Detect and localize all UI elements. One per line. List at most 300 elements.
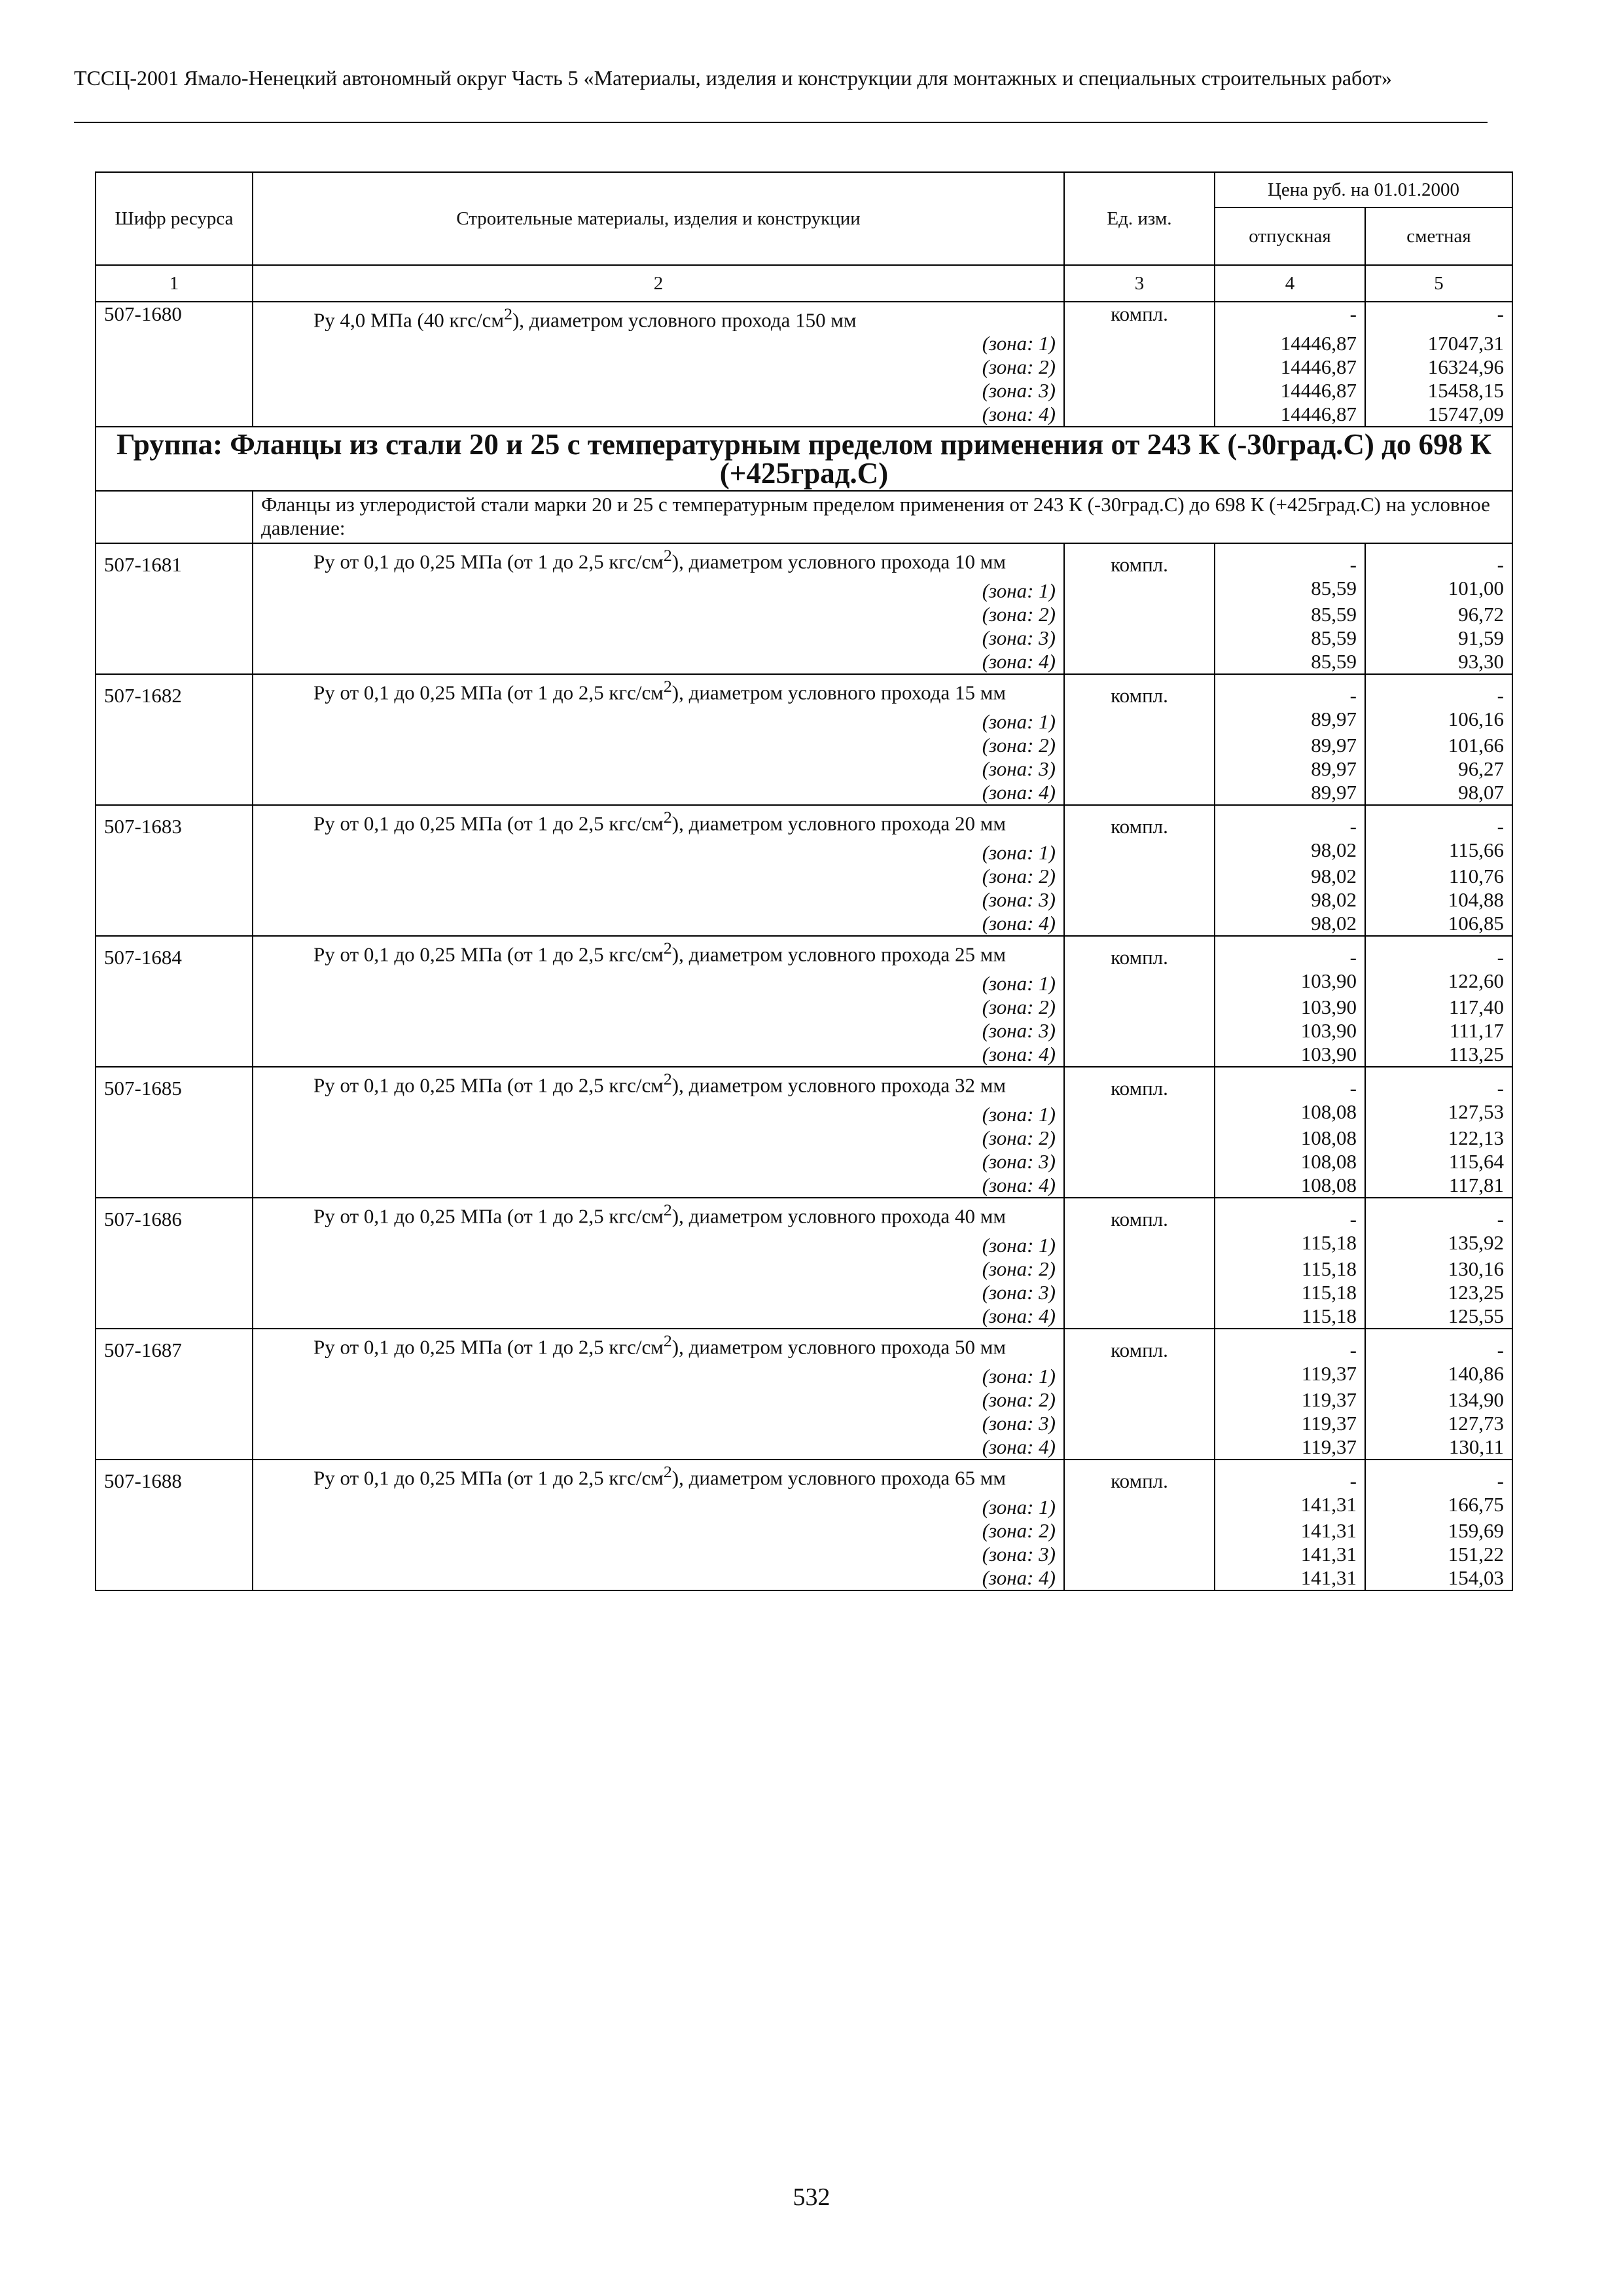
empty-cell — [1064, 1174, 1215, 1198]
zone-release-price: 115,18 — [1215, 1304, 1365, 1329]
zone-estimate-price: 106,85 — [1365, 912, 1512, 936]
zone-release-price: 141,31 — [1215, 1543, 1365, 1566]
zone-label: (зона: 1) — [253, 838, 1064, 865]
zone-release-price: 89,97 — [1215, 757, 1365, 781]
zone-row — [96, 1412, 1512, 1435]
superscript: 2 — [504, 304, 512, 323]
empty-cell — [1064, 757, 1215, 781]
description-text-rest: ), диаметром условного прохода 40 мм — [671, 1204, 1006, 1228]
zone-release-price: 89,97 — [1215, 708, 1365, 734]
zone-row — [96, 1174, 1512, 1198]
table-row — [96, 1067, 1512, 1100]
zone-estimate-price: 140,86 — [1365, 1362, 1512, 1388]
header-divider — [74, 122, 1488, 123]
zone-release-price: 14446,87 — [1215, 332, 1365, 355]
zone-row — [96, 996, 1512, 1019]
col-header-price: Цена руб. на 01.01.2000 — [1215, 172, 1512, 207]
description-text-rest: ), диаметром условного прохода 10 мм — [671, 550, 1006, 573]
zone-label: (зона: 4) — [253, 912, 1064, 936]
empty-cell — [1064, 1412, 1215, 1435]
estimate-price: - — [1365, 1329, 1512, 1362]
zone-estimate-price: 113,25 — [1365, 1043, 1512, 1067]
zone-estimate-price: 127,73 — [1365, 1412, 1512, 1435]
empty-cell — [96, 1435, 253, 1460]
empty-cell — [1064, 1043, 1215, 1067]
zone-row — [96, 912, 1512, 936]
empty-cell — [1064, 332, 1215, 355]
zone-estimate-price: 96,72 — [1365, 603, 1512, 626]
empty-cell — [1064, 379, 1215, 403]
superscript: 2 — [663, 808, 672, 827]
unit-of-measure: компл. — [1064, 543, 1215, 577]
group-title: Группа: Фланцы из стали 20 и 25 с температурным пределом применения от 243 К (-30град.С) до 698 К (+425град.С) — [96, 427, 1512, 491]
zone-estimate-price: 130,16 — [1365, 1257, 1512, 1281]
zone-label: (зона: 4) — [253, 650, 1064, 674]
empty-cell — [1064, 888, 1215, 912]
zone-label: (зона: 2) — [253, 734, 1064, 757]
empty-cell — [1064, 1435, 1215, 1460]
description-text: Ру от 0,1 до 0,25 МПа (от 1 до 2,5 кгс/см — [313, 1073, 664, 1097]
description-text: Ру от 0,1 до 0,25 МПа (от 1 до 2,5 кгс/см — [313, 942, 664, 966]
zone-release-price: 108,08 — [1215, 1126, 1365, 1150]
zone-row — [96, 1281, 1512, 1304]
empty-cell — [96, 734, 253, 757]
resource-code: 507-1687 — [96, 1329, 253, 1362]
superscript: 2 — [663, 939, 672, 958]
zone-release-price: 103,90 — [1215, 1019, 1365, 1043]
empty-cell — [96, 1412, 253, 1435]
col-number: 2 — [253, 265, 1064, 302]
zone-estimate-price: 96,27 — [1365, 757, 1512, 781]
empty-cell — [96, 1566, 253, 1590]
col-header-code: Шифр ресурса — [96, 172, 253, 265]
zone-row — [96, 865, 1512, 888]
superscript: 2 — [663, 1069, 672, 1089]
empty-cell — [96, 1493, 253, 1519]
resource-code: 507-1688 — [96, 1460, 253, 1493]
empty-cell — [1064, 734, 1215, 757]
item-description — [253, 674, 1064, 708]
empty-cell — [96, 996, 253, 1019]
zone-release-price: 14446,87 — [1215, 403, 1365, 427]
zone-row — [96, 969, 1512, 996]
zone-estimate-price: 17047,31 — [1365, 332, 1512, 355]
empty-cell — [1064, 355, 1215, 379]
description-text: Ру от 0,1 до 0,25 МПа (от 1 до 2,5 кгс/см — [313, 812, 664, 835]
empty-cell — [96, 577, 253, 603]
item-description — [253, 1067, 1064, 1100]
zone-release-price: 119,37 — [1215, 1388, 1365, 1412]
zone-label: (зона: 3) — [253, 757, 1064, 781]
zone-label: (зона: 4) — [253, 1304, 1064, 1329]
zone-label: (зона: 3) — [253, 626, 1064, 650]
empty-cell — [96, 1257, 253, 1281]
unit-of-measure: компл. — [1064, 302, 1215, 332]
zone-row — [96, 355, 1512, 379]
empty-cell — [96, 1126, 253, 1150]
zone-estimate-price: 110,76 — [1365, 865, 1512, 888]
empty-cell — [96, 355, 253, 379]
zone-label: (зона: 2) — [253, 1126, 1064, 1150]
zone-estimate-price: 134,90 — [1365, 1388, 1512, 1412]
description-text: Ру от 0,1 до 0,25 МПа (от 1 до 2,5 кгс/см — [313, 550, 664, 573]
page-header: ТССЦ-2001 Ямало-Ненецкий автономный округ Часть 5 «Материалы, изделия и конструкции для монтажных и специальных строительных работ» — [74, 66, 1392, 90]
zone-estimate-price: 101,66 — [1365, 734, 1512, 757]
col-number: 3 — [1064, 265, 1215, 302]
item-description — [253, 936, 1064, 969]
zone-release-price: 85,59 — [1215, 626, 1365, 650]
empty-cell — [96, 1150, 253, 1174]
empty-cell — [1064, 1519, 1215, 1543]
description-text: Ру 4,0 МПа (40 кгс/см — [313, 308, 505, 332]
zone-label: (зона: 2) — [253, 1388, 1064, 1412]
zone-release-price: 119,37 — [1215, 1412, 1365, 1435]
zone-row — [96, 1043, 1512, 1067]
empty-cell — [96, 1281, 253, 1304]
release-price: - — [1215, 674, 1365, 708]
zone-estimate-price: 111,17 — [1365, 1019, 1512, 1043]
column-numbers-row — [96, 265, 1512, 302]
zone-label: (зона: 3) — [253, 1281, 1064, 1304]
zone-row — [96, 1435, 1512, 1460]
description-text: Ру от 0,1 до 0,25 МПа (от 1 до 2,5 кгс/см — [313, 1335, 664, 1359]
zone-row — [96, 1519, 1512, 1543]
item-description — [253, 543, 1064, 577]
zone-estimate-price: 130,11 — [1365, 1435, 1512, 1460]
empty-cell — [96, 1362, 253, 1388]
zone-row — [96, 403, 1512, 427]
zone-release-price: 115,18 — [1215, 1281, 1365, 1304]
zone-row — [96, 626, 1512, 650]
zone-row — [96, 1019, 1512, 1043]
unit-of-measure: компл. — [1064, 1460, 1215, 1493]
zone-estimate-price: 98,07 — [1365, 781, 1512, 805]
release-price: - — [1215, 1198, 1365, 1231]
zone-row — [96, 332, 1512, 355]
zone-release-price: 103,90 — [1215, 969, 1365, 996]
empty-cell — [1064, 1362, 1215, 1388]
resource-code: 507-1681 — [96, 543, 253, 577]
zone-row — [96, 577, 1512, 603]
zone-row — [96, 603, 1512, 626]
description-text: Ру от 0,1 до 0,25 МПа (от 1 до 2,5 кгс/см — [313, 1466, 664, 1490]
zone-row — [96, 1543, 1512, 1566]
zone-release-price: 14446,87 — [1215, 379, 1365, 403]
empty-cell — [96, 838, 253, 865]
empty-cell — [96, 379, 253, 403]
resource-code: 507-1686 — [96, 1198, 253, 1231]
zone-row — [96, 708, 1512, 734]
zone-label: (зона: 2) — [253, 603, 1064, 626]
item-description — [253, 805, 1064, 838]
zone-label: (зона: 1) — [253, 708, 1064, 734]
estimate-price: - — [1365, 302, 1512, 332]
description-text: Ру от 0,1 до 0,25 МПа (от 1 до 2,5 кгс/см — [313, 681, 664, 704]
table-row — [96, 674, 1512, 708]
empty-cell — [1064, 603, 1215, 626]
col-number: 4 — [1215, 265, 1365, 302]
resource-code: 507-1685 — [96, 1067, 253, 1100]
description-text-rest: ), диаметром условного прохода 15 мм — [671, 681, 1006, 704]
zone-label: (зона: 3) — [253, 1019, 1064, 1043]
zone-release-price: 108,08 — [1215, 1150, 1365, 1174]
description-text-rest: ), диаметром условного прохода 25 мм — [671, 942, 1006, 966]
zone-row — [96, 1566, 1512, 1590]
item-description — [253, 1329, 1064, 1362]
zone-release-price: 14446,87 — [1215, 355, 1365, 379]
zone-row — [96, 650, 1512, 674]
empty-cell — [1064, 1019, 1215, 1043]
empty-cell — [96, 1519, 253, 1543]
release-price: - — [1215, 1067, 1365, 1100]
table-row — [96, 1198, 1512, 1231]
empty-cell — [1064, 1304, 1215, 1329]
zone-release-price: 119,37 — [1215, 1435, 1365, 1460]
empty-cell — [1064, 865, 1215, 888]
zone-label: (зона: 4) — [253, 1174, 1064, 1198]
zone-row — [96, 1304, 1512, 1329]
zone-estimate-price: 16324,96 — [1365, 355, 1512, 379]
empty-cell — [1064, 1126, 1215, 1150]
table-row — [96, 936, 1512, 969]
zone-label: (зона: 2) — [253, 865, 1064, 888]
description-text-rest: ), диаметром условного прохода 32 мм — [671, 1073, 1006, 1097]
empty-cell — [96, 491, 253, 543]
estimate-price: - — [1365, 1067, 1512, 1100]
group-row — [96, 427, 1512, 491]
empty-cell — [96, 757, 253, 781]
col-header-unit: Ед. изм. — [1064, 172, 1215, 265]
zone-release-price: 98,02 — [1215, 838, 1365, 865]
empty-cell — [96, 603, 253, 626]
empty-cell — [1064, 1543, 1215, 1566]
description-text: Ру от 0,1 до 0,25 МПа (от 1 до 2,5 кгс/см — [313, 1204, 664, 1228]
description-text-rest: ), диаметром условного прохода 20 мм — [671, 812, 1006, 835]
zone-estimate-price: 159,69 — [1365, 1519, 1512, 1543]
resource-code: 507-1684 — [96, 936, 253, 969]
zone-row — [96, 888, 1512, 912]
empty-cell — [1064, 781, 1215, 805]
zone-row — [96, 1388, 1512, 1412]
estimate-price: - — [1365, 1460, 1512, 1493]
zone-estimate-price: 135,92 — [1365, 1231, 1512, 1257]
intro-row — [96, 491, 1512, 543]
zone-label: (зона: 3) — [253, 1412, 1064, 1435]
estimate-price: - — [1365, 1198, 1512, 1231]
item-description — [253, 1460, 1064, 1493]
zone-estimate-price: 123,25 — [1365, 1281, 1512, 1304]
zone-row — [96, 1126, 1512, 1150]
empty-cell — [96, 912, 253, 936]
unit-of-measure: компл. — [1064, 1329, 1215, 1362]
zone-release-price: 141,31 — [1215, 1519, 1365, 1543]
col-header-name: Строительные материалы, изделия и конструкции — [253, 172, 1064, 265]
zone-label: (зона: 1) — [253, 969, 1064, 996]
empty-cell — [96, 1543, 253, 1566]
zone-release-price: 98,02 — [1215, 888, 1365, 912]
unit-of-measure: компл. — [1064, 936, 1215, 969]
superscript: 2 — [663, 1462, 672, 1482]
empty-cell — [1064, 626, 1215, 650]
zone-row — [96, 1231, 1512, 1257]
empty-cell — [96, 1304, 253, 1329]
zone-label: (зона: 3) — [253, 379, 1064, 403]
empty-cell — [96, 1100, 253, 1126]
zone-release-price: 108,08 — [1215, 1100, 1365, 1126]
zone-release-price: 108,08 — [1215, 1174, 1365, 1198]
zone-release-price: 103,90 — [1215, 996, 1365, 1019]
zone-row — [96, 734, 1512, 757]
zone-label: (зона: 2) — [253, 1519, 1064, 1543]
zone-row — [96, 757, 1512, 781]
zone-row — [96, 1150, 1512, 1174]
zone-release-price: 115,18 — [1215, 1231, 1365, 1257]
resource-code: 507-1683 — [96, 805, 253, 838]
zone-label: (зона: 2) — [253, 996, 1064, 1019]
zone-label: (зона: 4) — [253, 1566, 1064, 1590]
zone-label: (зона: 1) — [253, 332, 1064, 355]
zone-release-price: 141,31 — [1215, 1493, 1365, 1519]
zone-estimate-price: 166,75 — [1365, 1493, 1512, 1519]
zone-label: (зона: 1) — [253, 1362, 1064, 1388]
zone-row — [96, 781, 1512, 805]
empty-cell — [96, 650, 253, 674]
zone-label: (зона: 1) — [253, 577, 1064, 603]
zone-release-price: 119,37 — [1215, 1362, 1365, 1388]
description-text-rest: ), диаметром условного прохода 150 мм — [512, 308, 857, 332]
zone-label: (зона: 2) — [253, 1257, 1064, 1281]
empty-cell — [1064, 708, 1215, 734]
empty-cell — [1064, 1100, 1215, 1126]
superscript: 2 — [663, 677, 672, 696]
zone-estimate-price: 15458,15 — [1365, 379, 1512, 403]
empty-cell — [96, 781, 253, 805]
empty-cell — [96, 708, 253, 734]
zone-estimate-price: 15747,09 — [1365, 403, 1512, 427]
zone-estimate-price: 151,22 — [1365, 1543, 1512, 1566]
unit-of-measure: компл. — [1064, 805, 1215, 838]
estimate-price: - — [1365, 543, 1512, 577]
estimate-price: - — [1365, 936, 1512, 969]
empty-cell — [96, 626, 253, 650]
empty-cell — [96, 403, 253, 427]
zone-release-price: 103,90 — [1215, 1043, 1365, 1067]
release-price: - — [1215, 1460, 1365, 1493]
zone-release-price: 85,59 — [1215, 577, 1365, 603]
zone-estimate-price: 93,30 — [1365, 650, 1512, 674]
zone-release-price: 98,02 — [1215, 912, 1365, 936]
release-price: - — [1215, 805, 1365, 838]
zone-estimate-price: 122,60 — [1365, 969, 1512, 996]
superscript: 2 — [663, 1331, 672, 1351]
empty-cell — [1064, 1231, 1215, 1257]
zone-estimate-price: 115,66 — [1365, 838, 1512, 865]
release-price: - — [1215, 936, 1365, 969]
estimate-price: - — [1365, 805, 1512, 838]
zone-release-price: 85,59 — [1215, 650, 1365, 674]
empty-cell — [1064, 1150, 1215, 1174]
zone-label: (зона: 2) — [253, 355, 1064, 379]
table-row — [96, 302, 1512, 332]
empty-cell — [96, 888, 253, 912]
table-row — [96, 1460, 1512, 1493]
empty-cell — [1064, 838, 1215, 865]
zone-estimate-price: 117,81 — [1365, 1174, 1512, 1198]
description-text-rest: ), диаметром условного прохода 50 мм — [671, 1335, 1006, 1359]
empty-cell — [1064, 1257, 1215, 1281]
zone-row — [96, 1257, 1512, 1281]
empty-cell — [96, 1388, 253, 1412]
resource-code: 507-1682 — [96, 674, 253, 708]
description-text-rest: ), диаметром условного прохода 65 мм — [671, 1466, 1006, 1490]
empty-cell — [96, 1174, 253, 1198]
price-table — [95, 171, 1513, 1591]
empty-cell — [96, 1231, 253, 1257]
zone-label: (зона: 4) — [253, 1435, 1064, 1460]
unit-of-measure: компл. — [1064, 1067, 1215, 1100]
zone-release-price: 89,97 — [1215, 734, 1365, 757]
empty-cell — [96, 865, 253, 888]
zone-row — [96, 1493, 1512, 1519]
empty-cell — [1064, 577, 1215, 603]
empty-cell — [1064, 650, 1215, 674]
item-description — [253, 302, 1064, 332]
zone-label: (зона: 3) — [253, 888, 1064, 912]
zone-estimate-price: 117,40 — [1365, 996, 1512, 1019]
empty-cell — [96, 969, 253, 996]
unit-of-measure: компл. — [1064, 674, 1215, 708]
empty-cell — [1064, 1566, 1215, 1590]
zone-release-price: 115,18 — [1215, 1257, 1365, 1281]
empty-cell — [1064, 912, 1215, 936]
resource-code: 507-1680 — [96, 302, 253, 332]
zone-estimate-price: 104,88 — [1365, 888, 1512, 912]
superscript: 2 — [663, 546, 672, 565]
zone-label: (зона: 1) — [253, 1493, 1064, 1519]
zone-estimate-price: 122,13 — [1365, 1126, 1512, 1150]
release-price: - — [1215, 1329, 1365, 1362]
zone-label: (зона: 4) — [253, 403, 1064, 427]
zone-estimate-price: 154,03 — [1365, 1566, 1512, 1590]
unit-of-measure: компл. — [1064, 1198, 1215, 1231]
zone-row — [96, 838, 1512, 865]
zone-release-price: 85,59 — [1215, 603, 1365, 626]
zone-estimate-price: 106,16 — [1365, 708, 1512, 734]
zone-release-price: 89,97 — [1215, 781, 1365, 805]
page-number: 532 — [793, 2183, 830, 2211]
zone-label: (зона: 1) — [253, 1231, 1064, 1257]
empty-cell — [1064, 1388, 1215, 1412]
zone-label: (зона: 3) — [253, 1150, 1064, 1174]
col-header-estimate: сметная — [1365, 207, 1512, 265]
superscript: 2 — [663, 1200, 672, 1220]
zone-row — [96, 1362, 1512, 1388]
zone-label: (зона: 4) — [253, 1043, 1064, 1067]
zone-label: (зона: 1) — [253, 1100, 1064, 1126]
empty-cell — [1064, 969, 1215, 996]
zone-estimate-price: 101,00 — [1365, 577, 1512, 603]
col-number: 1 — [96, 265, 253, 302]
zone-release-price: 141,31 — [1215, 1566, 1365, 1590]
table-row — [96, 805, 1512, 838]
zone-row — [96, 1100, 1512, 1126]
zone-estimate-price: 125,55 — [1365, 1304, 1512, 1329]
col-header-release: отпускная — [1215, 207, 1365, 265]
zone-row — [96, 379, 1512, 403]
empty-cell — [96, 332, 253, 355]
table-row — [96, 1329, 1512, 1362]
zone-release-price: 98,02 — [1215, 865, 1365, 888]
